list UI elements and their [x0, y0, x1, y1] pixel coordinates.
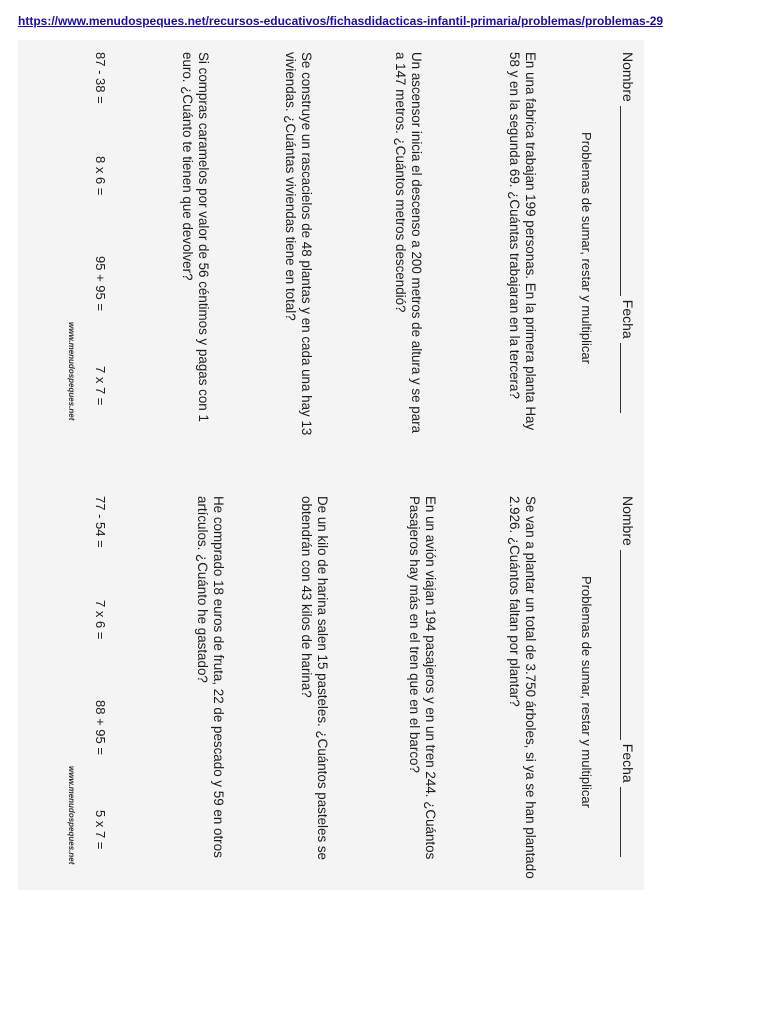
problem-4: He comprado 18 euros de fruta, 22 de pescado y 59 en otros artículos. ¿Cuánto he gastado? — [194, 496, 226, 858]
nombre-label: Nombre — [620, 496, 636, 546]
fecha-blank-line — [620, 343, 633, 413]
worksheet-bottom — [36, 496, 636, 896]
operation: 87 - 38 = — [93, 52, 108, 104]
nombre-label: Nombre — [620, 52, 636, 102]
brand-watermark: www.menudospeques.net — [67, 322, 76, 421]
brand-watermark: www.menudospeques.net — [67, 766, 76, 865]
problem-1: Se van a plantar un total de 3.750 árboles, si ya se han plantado 2.926. ¿Cuántos faltan por plantar? — [506, 496, 538, 879]
operations-row — [93, 52, 108, 444]
operation: 7 x 7 = — [93, 366, 108, 406]
problem-4: Si compras caramelos por valor de 56 céntimos y pagas con 1 euro. ¿Cuánto te tienen que devolver? — [179, 52, 211, 422]
problem-3: Se construye un rascacielos de 48 plantas y en cada una hay 13 viviendas. ¿Cuántas viviendas tiene en total? — [282, 52, 314, 436]
worksheet-title: Problemas de sumar, restar y multiplicar — [579, 576, 594, 808]
worksheet-header — [620, 496, 636, 888]
worksheet-top — [36, 52, 636, 452]
operations-row — [93, 496, 108, 888]
fecha-label: Fecha — [620, 743, 636, 783]
problem-2: Un ascensor inicia el descenso a 200 metros de altura y se para a 147 metros. ¿Cuántos metros descendió? — [392, 52, 424, 434]
operation: 95 + 95 = — [93, 256, 108, 311]
source-url-link[interactable]: https://www.menudospeques.net/recursos-educativos/fichasdidacticas-infantil-primaria/problemas/problemas-29 — [18, 14, 664, 28]
problem-2: En un avión viajan 194 pasajeros y en un tren 244. ¿Cuántos Pasajeros hay más en el tren que en el barco? — [406, 496, 438, 860]
fecha-label: Fecha — [620, 299, 636, 339]
operation: 77 - 54 = — [93, 496, 108, 548]
worksheet-title: Problemas de sumar, restar y multiplicar — [579, 132, 594, 364]
fecha-blank-line — [620, 787, 633, 857]
operation: 7 x 6 = — [93, 600, 108, 640]
problem-3: De un kilo de harina salen 15 pasteles. ¿Cuántos pasteles se obtendrán con 43 kilos de harina? — [298, 496, 330, 860]
nombre-blank-line — [620, 550, 633, 740]
operation: 8 x 6 = — [93, 156, 108, 196]
operation: 88 + 95 = — [93, 700, 108, 755]
operation: 5 x 7 = — [93, 810, 108, 850]
nombre-blank-line — [620, 106, 633, 296]
worksheet-header — [620, 52, 636, 444]
problem-1: En una fabrica trabajan 199 personas. En la primera planta Hay 58 y en la segunda 69. ¿Cuántas trabajaran en la tercera? — [506, 52, 538, 431]
